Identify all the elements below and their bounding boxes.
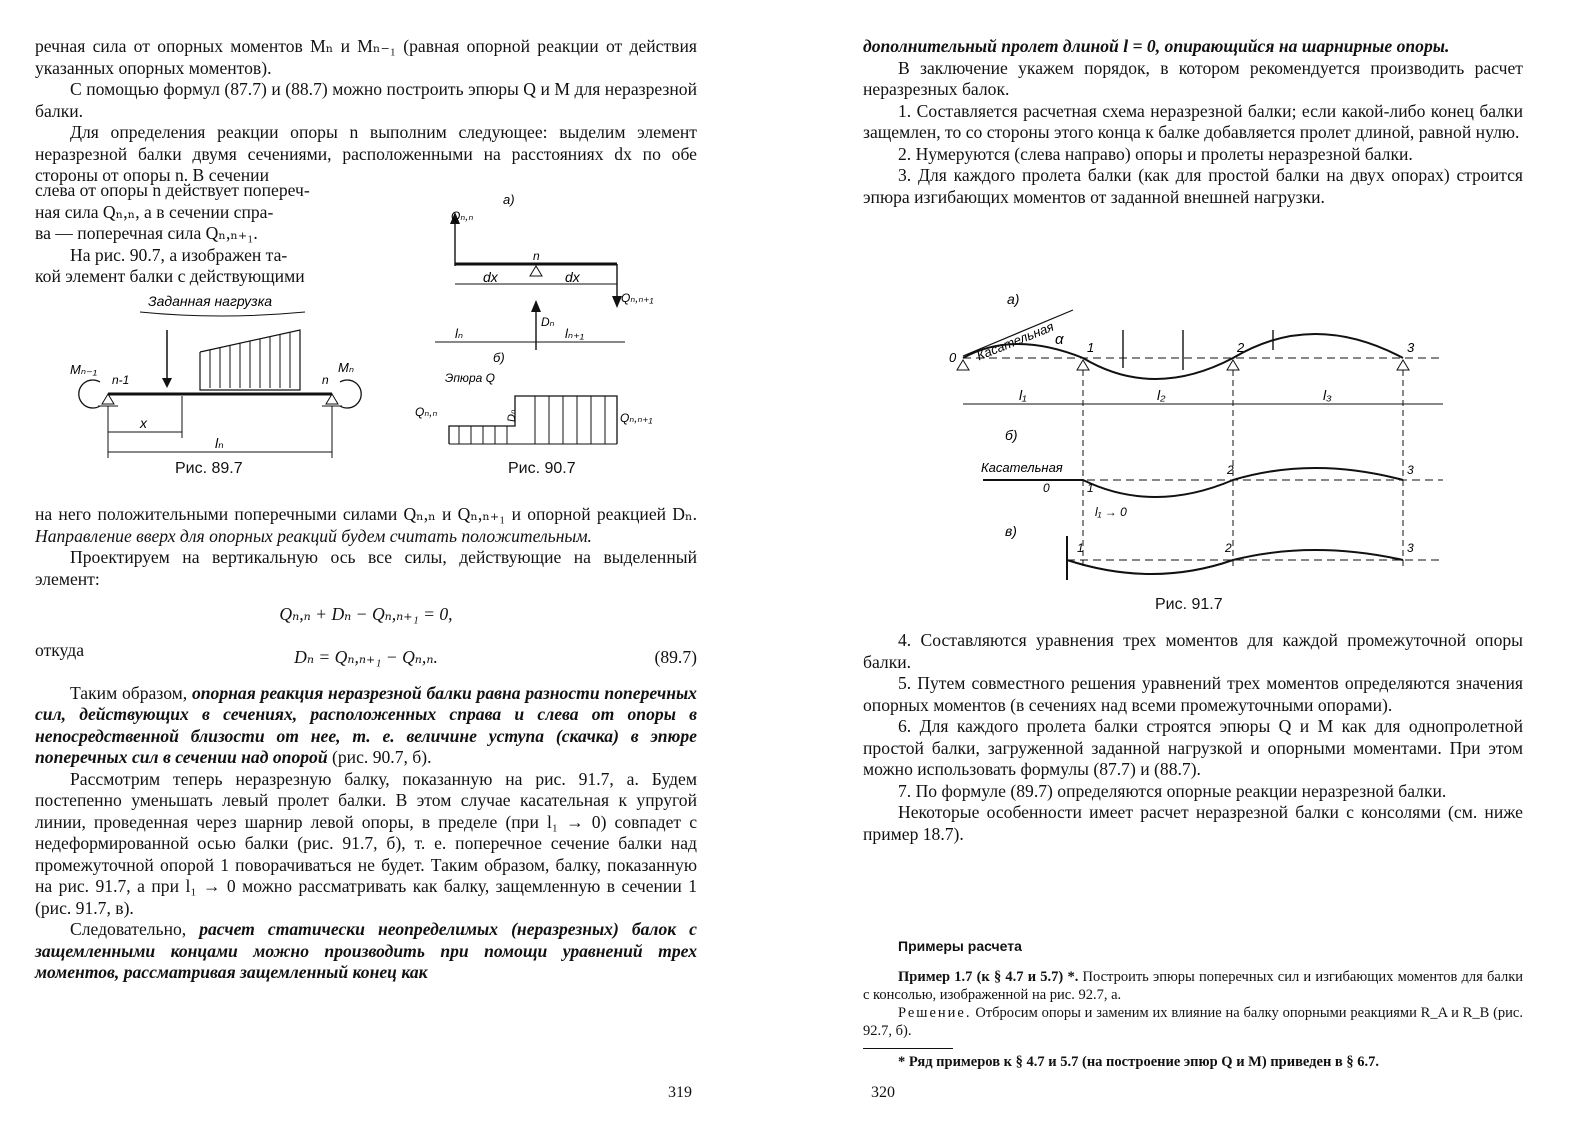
footnote-rule [863, 1048, 953, 1049]
node-1: 1 [1087, 340, 1095, 355]
fig-label-b: б) [493, 350, 505, 365]
caption-91-7: Рис. 91.7 [1155, 596, 1223, 613]
paragraph-line: кой элемент балки с действующими [35, 266, 305, 286]
moment-left: Mₙ₋₁ [70, 362, 97, 377]
paragraph: 5. Путем совместного решения уравнений трех моментов определяются значения опорных моментов (в сечениях над всеми промежуточными опорами). [863, 673, 1523, 715]
epure-label: Эпюра Q [445, 371, 495, 385]
q-right-a: Qₙ,ₙ₊₁ [621, 291, 654, 305]
figure-91-7 [943, 290, 1463, 590]
paragraph-emph: опорная реакция неразрезной балки равна разности поперечных сил, действующих в сечениях, расположенных справа и слева от опоры в непосредственной близости от нее, т. е. величине уступа (скачка) в эпюре поперечных сил в сечении над опорой [35, 682, 697, 767]
paragraph: В заключение укажем порядок, в котором рекомендуется производить расчет неразрезных балок. [863, 57, 1523, 99]
paragraph: Некоторые особенности имеет расчет неразрезной балки с консолями (см. ниже пример 18.7). [863, 802, 1523, 844]
left-text-top [35, 36, 697, 187]
paragraph: речная сила от опорных моментов Mₙ и Mₙ₋₁ (равная опорной реакции от действия указанных опорных моментов). [35, 36, 697, 78]
paragraph-emph: расчет статически неопределимых (неразрезных) балок с защемленными концами можно производить при помощи уравнений трех моментов, рассматривая защемленный конец как [35, 919, 697, 982]
node-1-b: 1 [1087, 481, 1094, 495]
fig-label-b: б) [1005, 427, 1018, 443]
paragraph-line: слева от опоры n действует попереч- [35, 180, 310, 200]
paragraph-italic: Направление вверх для опорных реакций будем считать положительным. [35, 525, 592, 546]
node-left: n-1 [112, 373, 130, 387]
l-right: lₙ₊₁ [565, 326, 585, 341]
tangent-a: Касательная [974, 318, 1056, 364]
reaction-d: Dₙ [541, 315, 555, 329]
solution-label: Решение. [898, 1005, 972, 1021]
left-text-bottom [35, 504, 697, 984]
paragraph-part: на него положительными поперечными силами Qₙ,ₙ и Qₙ,ₙ₊₁ и опорной реакцией Dₙ. [35, 504, 697, 524]
example-paragraph [863, 968, 1523, 1004]
page-number-right: 320 [871, 1084, 895, 1101]
paragraph-part: (рис. 90.7, б). [327, 747, 432, 767]
span-l2: l₂ [1157, 387, 1166, 403]
paragraph: 2. Нумеруются (слева направо) опоры и пролеты неразрезной балки. [898, 143, 1413, 164]
paragraph: С помощью формул (87.7) и (88.7) можно построить эпюры Q и M для неразрезной балки. [35, 79, 697, 121]
left-text-narrow [35, 180, 395, 288]
node-0-b: 0 [1043, 481, 1050, 495]
equation-number: (89.7) [654, 647, 697, 667]
moment-right: Mₙ [338, 360, 355, 375]
example-block [863, 968, 1523, 1071]
node-n: n [533, 249, 540, 263]
span-l3: l₃ [1323, 387, 1332, 403]
right-page [793, 0, 1586, 1148]
equation-1: Qₙ,ₙ + Dₙ − Qₙ,ₙ₊₁ = 0, [279, 604, 453, 624]
dim-x: x [140, 415, 147, 431]
paragraph [35, 683, 697, 769]
span-l1: l₁ [1019, 387, 1027, 403]
dim-l: lₙ [215, 435, 224, 451]
paragraph-part: Таким образом, [70, 682, 192, 703]
word-from: откуда [35, 639, 85, 660]
q-left-b: Qₙ,ₙ [415, 405, 438, 419]
paragraph: 3. Для каждого пролета балки (как для простой балки на двух опорах) строится эпюра изгибающих моментов от заданной внешней нагрузки. [863, 165, 1523, 207]
paragraph: 1. Составляется расчетная схема неразрезной балки; если какой-либо конец балки защемлен, то со стороны этого конца к балке добавляется пролет длиной, равной нулю. [863, 100, 1523, 142]
fig-label-a: a) [503, 192, 515, 207]
paragraph-part: Следовательно, [70, 919, 200, 939]
paragraph [35, 504, 697, 547]
node-0: 0 [949, 350, 957, 365]
paragraph: 6. Для каждого пролета балки строятся эпюры Q и M как для однопролетной простой балки, загруженной заданной нагрузкой и опорными моментами. При этом можно использовать формулы (87.7) и (88.7). [863, 716, 1523, 779]
right-text-bottom [863, 630, 1523, 845]
node-1-c: 1 [1077, 541, 1084, 555]
paragraph-line: ная сила Qₙ,ₙ, а в сечении спра- [35, 201, 274, 222]
node-2-c: 2 [1225, 541, 1232, 555]
caption-89-7: Рис. 89.7 [175, 460, 243, 477]
equation-2-body: Dₙ = Qₙ,ₙ₊₁ − Qₙ,ₙ. [294, 647, 438, 667]
solution-paragraph [863, 1004, 1523, 1040]
paragraph-line: На рис. 90.7, a изображен та- [70, 244, 288, 265]
paragraph: Для определения реакции опоры n выполним следующее: выделим элемент неразрезной балки двумя сечениями, расположенными на расстояниях dx по обе стороны от опоры n. В сечении [35, 122, 697, 185]
examples-section [863, 936, 1523, 958]
paragraph: Рассмотрим теперь неразрезную балку, показанную на рис. 91.7, a. Будем постепенно уменьшать левый пролет балки. В этом случае касательная к упругой линии, проведенная через шарнир левой опоры, в пределе (при l₁ → 0) совпадет с недеформированной осью балки (рис. 91.7, б), т. е. поперечное сечение балки над промежуточной опорой 1 поворачиваться не будет. Таким образом, балку, показанную на рис. 91.7, a при l₁ → 0 можно рассматривать как балку, защемленную в сечении 1 (рис. 91.7, в). [35, 768, 697, 918]
paragraph-line: ва — поперечная сила Qₙ,ₙ₊₁. [35, 223, 258, 243]
node-3: 3 [1407, 340, 1415, 355]
fig-label-a: a) [1007, 291, 1020, 307]
paragraph: 7. По формуле (89.7) определяются опорные реакции неразрезной балки. [898, 780, 1447, 801]
node-2-b: 2 [1227, 463, 1234, 477]
load-label: Заданная нагрузка [148, 293, 273, 309]
example-title: Пример 1.7 (к § 4.7 и 5.7) *. [898, 969, 1079, 985]
paragraph [35, 919, 697, 984]
q-right-b: Qₙ,ₙ₊₁ [620, 411, 653, 425]
page-number-left: 319 [668, 1084, 692, 1101]
dx-right: dx [565, 269, 580, 285]
node-3-b: 3 [1407, 463, 1414, 477]
node-right: n [322, 373, 329, 387]
figure-90-7 [415, 190, 685, 460]
right-text-top [863, 36, 1523, 208]
caption-90-7: Рис. 90.7 [508, 460, 576, 477]
q-left-a: Qₙ,ₙ [451, 209, 474, 223]
l1-zero: l₁ → 0 [1095, 505, 1127, 519]
d-b: Dₙ [506, 409, 518, 422]
l-left: lₙ [455, 326, 464, 341]
footnote: * Ряд примеров к § 4.7 и 5.7 (на построение эпюр Q и M) приведен в § 6.7. [898, 1054, 1379, 1070]
section-title: Примеры расчета [898, 938, 1022, 954]
dx-left: dx [483, 269, 498, 285]
example-text: Построить эпюры поперечных сил и изгибающих моментов для балки с консолью, изображенной на рис. 92.7, a. [863, 969, 1523, 1003]
node-2: 2 [1237, 340, 1245, 355]
solution-text: Отбросим опоры и заменим их влияние на балку опорными реакциями R_A и R_B (рис. 92.7, б). [863, 1005, 1523, 1039]
paragraph: 4. Составляются уравнения трех моментов для каждой промежуточной опоры балки. [863, 630, 1523, 672]
alpha: α [1055, 331, 1064, 348]
tangent-b: Касательная [981, 460, 1063, 475]
paragraph: дополнительный пролет длиной l = 0, опирающийся на шарнирные опоры. [863, 36, 1450, 56]
figure-89-7 [60, 290, 380, 470]
equation-2 [35, 647, 697, 669]
paragraph: Проектируем на вертикальную ось все силы, действующие на выделенный элемент: [35, 547, 697, 589]
node-3-c: 3 [1407, 541, 1414, 555]
fig-label-c: в) [1005, 523, 1017, 539]
